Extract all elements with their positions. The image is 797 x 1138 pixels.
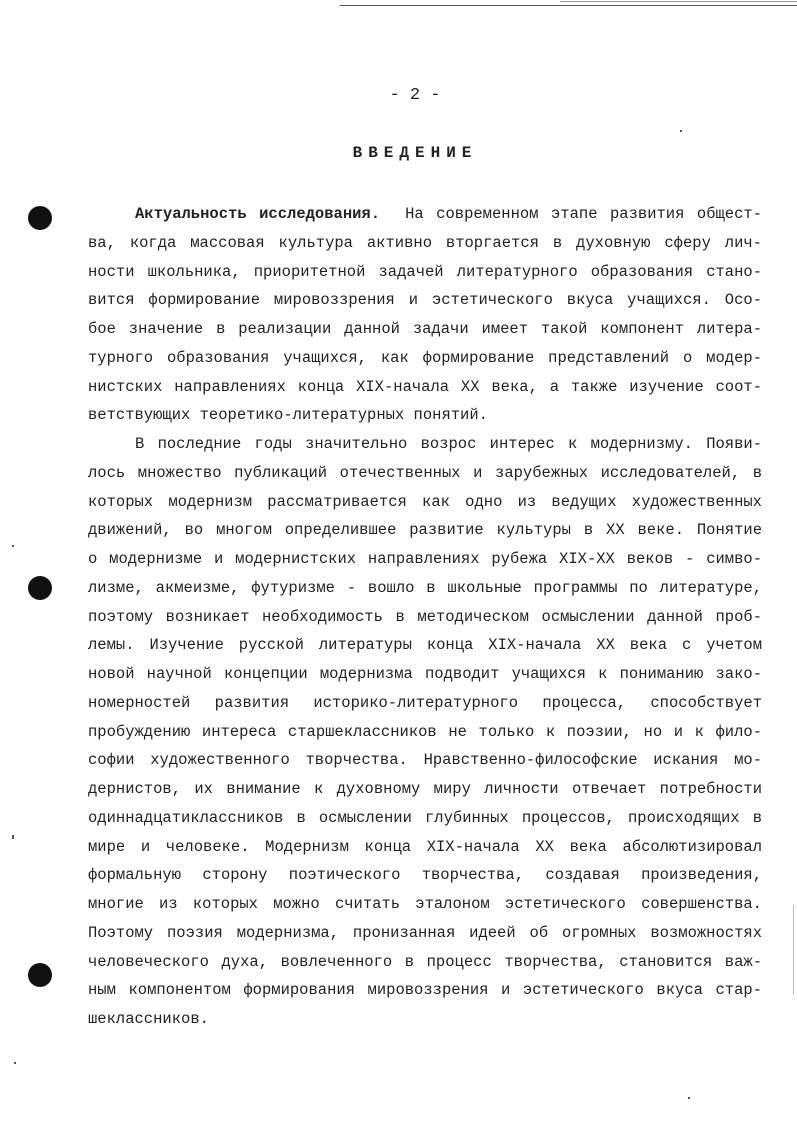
- paragraph-1-line: ва, когда массовая культура активно вторгается в духовную сферу лич-: [88, 233, 762, 252]
- section-title: ВВЕДЕНИЕ: [352, 144, 478, 162]
- paragraph-2-line: многие из которых можно считать эталоном эстетического совершенства.: [88, 895, 762, 913]
- scan-speck: [12, 545, 14, 547]
- scan-edge-mark: [793, 905, 794, 995]
- page-number: - 2 -: [389, 86, 441, 105]
- binder-hole-icon: [28, 576, 52, 600]
- binder-hole-icon: [28, 963, 52, 987]
- paragraph-1-line: вится формирование мировоззрения и эстетического вкуса учащихся. Осо-: [88, 291, 762, 310]
- scan-top-edge-line: [340, 5, 797, 6]
- paragraph-2-line: человеческого духа, вовлеченного в процесс творчества, становится важ-: [88, 952, 762, 971]
- paragraph-2-line: лизме, акмеизме, футуризме - вошло в школьные программы по литературе,: [88, 578, 762, 597]
- paragraph-1-line: нистских направлениях конца XIX-начала XX века, а также изучение соот-: [88, 377, 762, 396]
- paragraph-2-line: лось множество публикаций отечественных и зарубежных исследователей, в: [88, 463, 762, 482]
- paragraph-2-line: шеклассников.: [88, 1010, 209, 1028]
- paragraph-2-line: дернистов, их внимание к духовному миру личности отвечает потребности: [88, 780, 762, 798]
- paragraph-2-line: софии художественного творчества. Нравственно-философские искания мо-: [88, 751, 762, 770]
- scan-speck: [14, 1062, 16, 1064]
- paragraph-2-line: поэтому возникает необходимость в методическом осмыслении данной проб-: [88, 607, 762, 626]
- paragraph-heading: Актуальность исследования.: [135, 205, 381, 223]
- paragraph-2-line: лемы. Изучение русской литературы конца XIX-начала XX века с учетом: [88, 636, 762, 655]
- paragraph-2-line: формальную сторону поэтического творчества, создавая произведения,: [88, 866, 762, 885]
- line-text: На современном этапе развития общест-: [405, 205, 763, 223]
- paragraph-2-line: о модернизме и модернистских направлениях рубежа XIX-XX веков - симво-: [88, 550, 762, 568]
- paragraph-2-line: движений, во многом определившее развитие культуры в XX веке. Понятие: [88, 521, 762, 540]
- paragraph-2-line: пробуждению интереса старшеклассников не только к поэзии, но и к фило-: [88, 722, 762, 741]
- paragraph-2-line: одиннадцатиклассников в осмыслении глубинных процессов, происходящих в: [88, 808, 762, 827]
- document-body: [88, 200, 762, 1034]
- paragraph-1-line: [88, 200, 762, 229]
- paragraph-1-line: ности школьника, приоритетной задачей литературного образования стано-: [88, 262, 762, 281]
- paragraph-2-line: новой научной концепции модернизма подводит учащихся к пониманию зако-: [88, 665, 762, 683]
- paragraph-2-line: которых модернизм рассматривается как одно из ведущих художественных: [88, 492, 762, 511]
- paragraph-2-line: ным компонентом формирования мировоззрения и эстетического вкуса стар-: [88, 981, 762, 1000]
- scan-speck: [688, 1097, 690, 1099]
- paragraph-2-line: Поэтому поэзия модернизма, пронизанная идеей об огромных возможностях: [88, 923, 762, 942]
- paragraph-1-line: бое значение в реализации данной задачи имеет такой компонент литера-: [88, 320, 762, 338]
- paragraph-2-line: номерностей развития историко-литературного процесса, способствует: [88, 693, 762, 712]
- paragraph-2-line: мире и человеке. Модернизм конца XIX-начала XX века абсолютизировал: [88, 837, 762, 856]
- binder-hole-icon: [28, 206, 52, 230]
- paragraph-2-line: В последние годы значительно возрос интерес к модернизму. Появи-: [135, 435, 762, 453]
- paragraph-1-line: ветствующих теоретико-литературных понятий.: [88, 406, 488, 425]
- scan-speck: [12, 835, 14, 839]
- paragraph-1-line: турного образования учащихся, как формирование представлений о модер-: [88, 348, 762, 367]
- scan-top-edge-line-secondary: [560, 1, 797, 2]
- scan-speck: [680, 130, 682, 132]
